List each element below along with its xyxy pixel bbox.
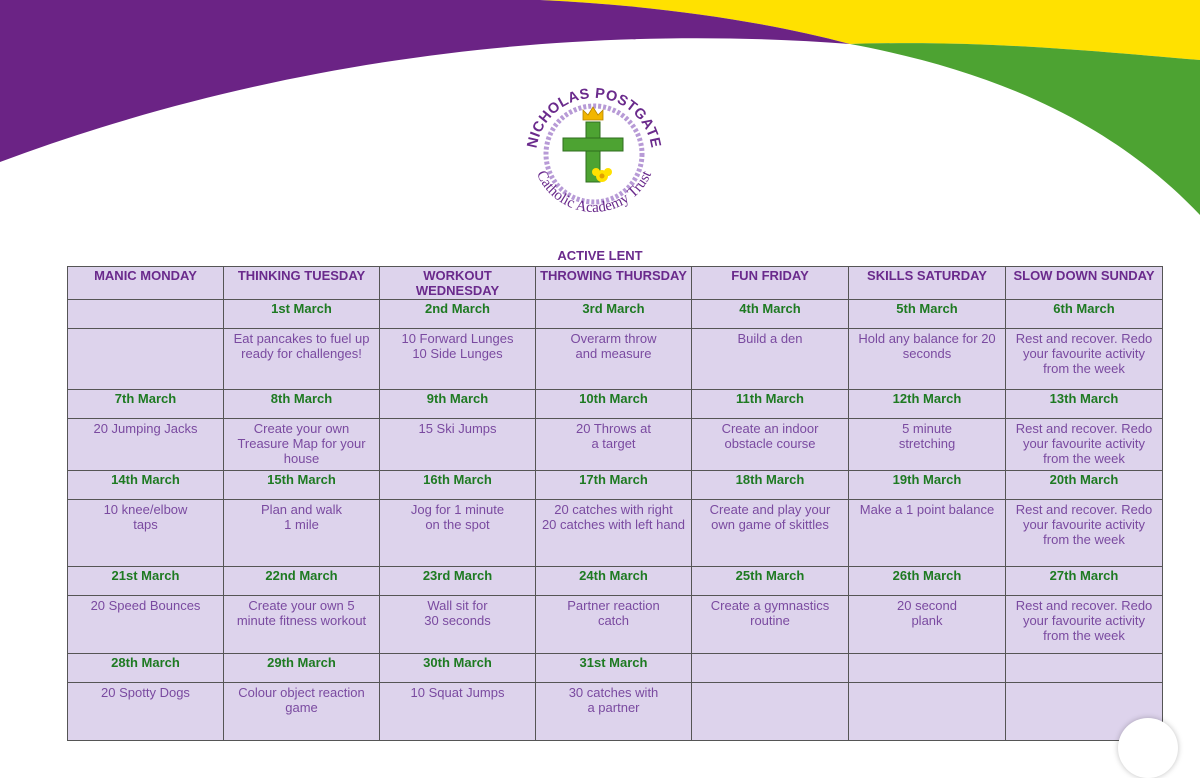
date-cell: 25th March — [692, 567, 849, 596]
date-cell: 23rd March — [380, 567, 536, 596]
date-cell: 1st March — [224, 300, 380, 329]
activity-row — [68, 596, 1163, 654]
date-cell — [68, 300, 224, 329]
activity-row — [68, 500, 1163, 567]
activity-cell: 30 catches with a partner — [536, 683, 692, 741]
activity-cell — [849, 683, 1006, 741]
day-header: THROWING THURSDAY — [536, 267, 692, 300]
date-row — [68, 390, 1163, 419]
logo-bottom-text: Catholic Academy Trust — [532, 168, 655, 217]
activity-row — [68, 683, 1163, 741]
date-cell: 24th March — [536, 567, 692, 596]
date-cell: 19th March — [849, 471, 1006, 500]
date-cell: 7th March — [68, 390, 224, 419]
date-cell: 31st March — [536, 654, 692, 683]
date-cell: 26th March — [849, 567, 1006, 596]
activity-cell: Wall sit for 30 seconds — [380, 596, 536, 654]
academy-trust-logo — [520, 80, 668, 228]
activity-cell: 20 second plank — [849, 596, 1006, 654]
activity-row — [68, 329, 1163, 390]
day-header: MANIC MONDAY — [68, 267, 224, 300]
activity-cell: Rest and recover. Redo your favourite activity from the week — [1006, 596, 1163, 654]
date-cell: 6th March — [1006, 300, 1163, 329]
day-header: WORKOUT WEDNESDAY — [380, 267, 536, 300]
date-cell: 28th March — [68, 654, 224, 683]
activity-cell: 15 Ski Jumps — [380, 419, 536, 471]
date-cell: 29th March — [224, 654, 380, 683]
date-cell: 5th March — [849, 300, 1006, 329]
activity-cell: Create and play your own game of skittles — [692, 500, 849, 567]
logo-top-text: NICHOLAS POSTGATE — [524, 85, 664, 150]
activity-cell: Create an indoor obstacle course — [692, 419, 849, 471]
activity-cell: Plan and walk 1 mile — [224, 500, 380, 567]
date-cell: 2nd March — [380, 300, 536, 329]
activity-row — [68, 419, 1163, 471]
activity-cell: 20 Speed Bounces — [68, 596, 224, 654]
day-header: FUN FRIDAY — [692, 267, 849, 300]
activity-cell: 20 catches with right 20 catches with left hand — [536, 500, 692, 567]
date-cell: 13th March — [1006, 390, 1163, 419]
date-cell: 30th March — [380, 654, 536, 683]
activity-cell: 20 Jumping Jacks — [68, 419, 224, 471]
date-cell: 20th March — [1006, 471, 1163, 500]
activity-cell: 20 Spotty Dogs — [68, 683, 224, 741]
date-row — [68, 300, 1163, 329]
date-cell: 9th March — [380, 390, 536, 419]
date-cell: 11th March — [692, 390, 849, 419]
floating-action-button[interactable] — [1118, 718, 1178, 778]
activity-cell: 20 Throws at a target — [536, 419, 692, 471]
activity-cell: Overarm throw and measure — [536, 329, 692, 390]
date-cell: 22nd March — [224, 567, 380, 596]
activity-calendar-table — [67, 266, 1163, 741]
activity-cell: Build a den — [692, 329, 849, 390]
activity-cell: 10 knee/elbow taps — [68, 500, 224, 567]
activity-cell: Jog for 1 minute on the spot — [380, 500, 536, 567]
activity-cell: Eat pancakes to fuel up ready for challenges! — [224, 329, 380, 390]
green-wave — [850, 43, 1200, 215]
day-header-row — [68, 267, 1163, 300]
date-cell: 17th March — [536, 471, 692, 500]
date-row — [68, 654, 1163, 683]
activity-cell: 10 Forward Lunges 10 Side Lunges — [380, 329, 536, 390]
date-cell: 18th March — [692, 471, 849, 500]
date-row — [68, 471, 1163, 500]
day-header: SKILLS SATURDAY — [849, 267, 1006, 300]
date-row — [68, 567, 1163, 596]
activity-cell: Rest and recover. Redo your favourite activity from the week — [1006, 419, 1163, 471]
date-cell: 27th March — [1006, 567, 1163, 596]
activity-cell: Rest and recover. Redo your favourite activity from the week — [1006, 500, 1163, 567]
date-cell — [849, 654, 1006, 683]
activity-cell: 10 Squat Jumps — [380, 683, 536, 741]
date-cell: 3rd March — [536, 300, 692, 329]
activity-cell: Hold any balance for 20 seconds — [849, 329, 1006, 390]
activity-cell: Make a 1 point balance — [849, 500, 1006, 567]
day-header: THINKING TUESDAY — [224, 267, 380, 300]
date-cell: 15th March — [224, 471, 380, 500]
date-cell — [692, 654, 849, 683]
date-cell: 12th March — [849, 390, 1006, 419]
date-cell: 14th March — [68, 471, 224, 500]
page-title: ACTIVE LENT — [557, 248, 643, 263]
date-cell: 8th March — [224, 390, 380, 419]
activity-cell: Partner reaction catch — [536, 596, 692, 654]
activity-cell — [68, 329, 224, 390]
activity-cell: Create a gymnastics routine — [692, 596, 849, 654]
activity-cell: Create your own 5 minute fitness workout — [224, 596, 380, 654]
date-cell — [1006, 654, 1163, 683]
activity-cell — [692, 683, 849, 741]
date-cell: 16th March — [380, 471, 536, 500]
purple-wave — [0, 0, 850, 162]
date-cell: 21st March — [68, 567, 224, 596]
activity-cell: 5 minute stretching — [849, 419, 1006, 471]
activity-cell: Colour object reaction game — [224, 683, 380, 741]
date-cell: 10th March — [536, 390, 692, 419]
activity-cell: Create your own Treasure Map for your house — [224, 419, 380, 471]
day-header: SLOW DOWN SUNDAY — [1006, 267, 1163, 300]
activity-cell: Rest and recover. Redo your favourite activity from the week — [1006, 329, 1163, 390]
date-cell: 4th March — [692, 300, 849, 329]
